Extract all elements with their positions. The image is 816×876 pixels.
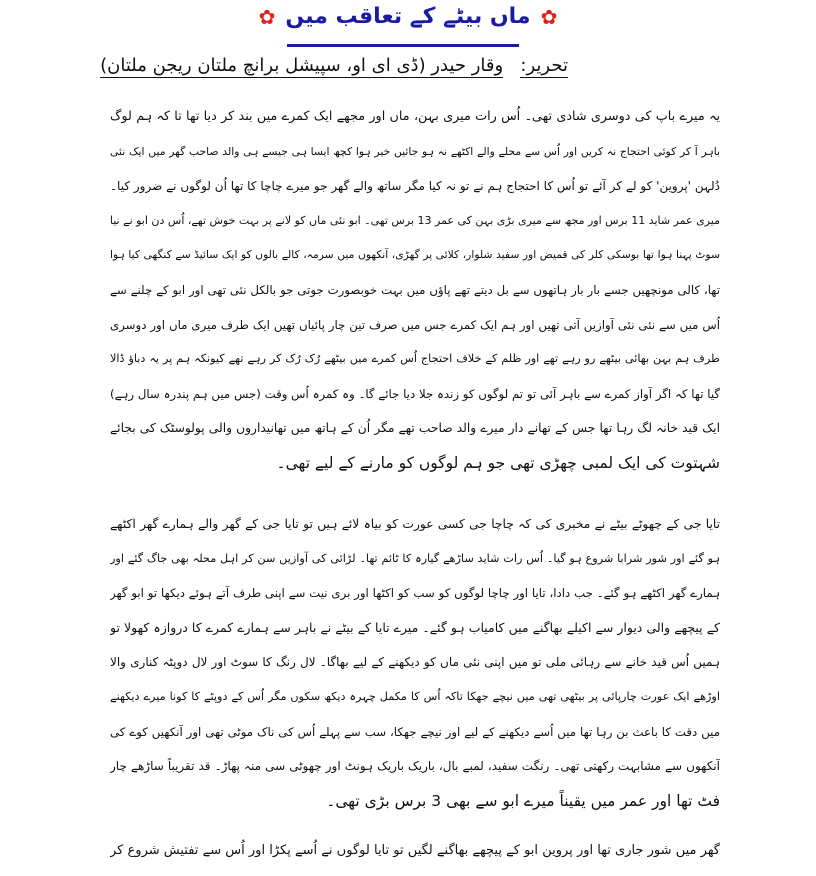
text-line: آنکھوں سے مشابہت رکھتی تھی۔ رنگت سفید، لمبے بال، باریک باریک ہونٹ اور چھوٹی سی منہ پھاڑ۔ قد تقریباً ساڑھے چار <box>110 759 720 774</box>
text-line: اُس میں سے نئی نئی آوازیں آتی تھیں اور ہم ایک کمرے جس میں صرف تین چار پائیاں تھیں ایک طرف میری ماں اور دوسری <box>110 317 720 332</box>
text-line: تھا، کالی مونچھیں جسے بار بار ہاتھوں سے بل دیتے تھے پاؤں میں بہت خوبصورت جوتی جو بالکل نئی تھی اور ابو کے چلنے سے <box>110 282 720 297</box>
text-line: ہو گئے اور شور شرابا شروع ہو گیا۔ اُس رات شاید ساڑھے گیارہ کا ٹائم تھا۔ لڑائی کی آوازیں سن کر اہل محلہ بھی جاگ گئے اور <box>110 551 720 565</box>
page-title-text: ماں بیٹے کے تعاقب میں <box>285 4 531 29</box>
text-line: طرف ہم بہن بھائی بیٹھے رو رہے تھے اور ظلم کے خلاف احتجاج اُس کمرے میں بیٹھے رُک رُک کر رہے تھے کیونکہ ہم پر یہ دباؤ ڈالا <box>110 352 720 366</box>
text-line: اوڑھے ایک عورت چارپائی پر بیٹھی تھی میں نیچے جھکا تاکہ اُس کا مکمل چہرہ دیکھ سکوں مگر اُس کے دوپٹے کا کونا میرے دیکھنے <box>110 689 720 703</box>
byline-detail: وقار حیدر (ڈی ای او، سپیشل برانچ ملتان ریجن ملتان) <box>100 55 504 76</box>
text-line: تایا جی کے چھوٹے بیٹے نے مخبری کی کہ چاچا جی کسی عورت کو بیاہ لائے ہیں تو تایا جی کے گھر والے ہمارے گھر اکٹھے <box>110 517 720 531</box>
text-line: ہمیں اُس قید خانے سے رہائی ملی تو میں اپنی نئی ماں کو دیکھنے کے لیے بھاگا۔ لال رنگ کا سوٹ اور لال دوپٹہ کناری والا <box>110 655 720 670</box>
text-line: یہ میرے باپ کی دوسری شادی تھی۔ اُس رات میری بہن، ماں اور مجھے ایک کمرے میں بند کر دیا تھا تا کہ ہم لوگ <box>110 109 720 124</box>
text-line: میں دقت کا باعث بن رہا تھا میں اُسے دیکھنے کے لیے اور نیچے جھکا، سب سے پہلے اُس کی ناک موٹی تھی اور آنکھیں کوے کی <box>110 724 720 739</box>
title-block <box>0 4 816 29</box>
paragraph-1 <box>110 100 720 481</box>
text-line: میری عمر شاید 11 برس اور مجھ سے میری بڑی بہن کی عمر 13 برس تھی۔ ابو نئی ماں کو لانے پر بہت خوش تھے، اُس دن ابو نے نیا <box>110 213 720 227</box>
page-title <box>259 4 558 29</box>
flower-ornament-icon: ✿ <box>258 4 276 29</box>
byline-label: تحریر: <box>520 55 568 76</box>
author-byline <box>100 55 568 76</box>
text-line: دُلہن 'پروین' کو لے کر آئے تو اُس کا احتجاج ہم نے تو نہ کیا مگر ساتھ والے گھر جو میرے چاچا کا تھا اُن لوگوں نے ضرور کیا۔ <box>110 179 720 194</box>
flower-ornament-icon: ✿ <box>540 4 558 29</box>
text-line: باہر آ کر کوئی احتجاج نہ کریں اور اُس سے محلے والے اکٹھے نہ ہو جائیں خیر ہوا کچھ ایسا ہی جیسے ہی والد صاحب گھر میں ایک نئی <box>110 144 720 158</box>
text-line: شہتوت کی ایک لمبی چھڑی تھی جو ہم لوگوں کو مارنے کے لیے تھی۔ <box>276 453 720 472</box>
text-line: ایک قید خانہ لگ رہا تھا جس کے تھانے دار میرے والد صاحب تھے مگر اُن کے ہاتھ میں تھانیداروں والی پولوسٹک کی بجائے <box>110 421 720 436</box>
text-line: فٹ تھا اور عمر میں یقیناً میرے ابو سے بھی 3 برس بڑی تھی۔ <box>326 791 720 810</box>
byline-space <box>509 55 515 76</box>
text-line: گھر میں شور جاری تھا اور پروین ابو کے پیچھے بھاگنے لگیں تو تایا لوگوں نے اُسے پکڑا اور اُس سے تفتیش شروع کر <box>110 843 720 858</box>
text-line: گیا تھا کہ اگر آواز کمرے سے باہر آئی تو تم لوگوں کو زندہ جلا دیا جائے گا۔ وہ کمرہ اُس وقت (جس میں ہم پندرہ سال رہے) <box>110 386 720 401</box>
paragraph-3 <box>110 834 720 869</box>
text-line: سوٹ پہنا ہوا تھا بوسکی کلر کی قمیض اور سفید شلوار، کلائی پر گھڑی، آنکھوں میں سرمہ، کالے بالوں کو ایک سائیڈ سے کنگھی کیا ہوا <box>110 248 720 262</box>
paragraph-2 <box>110 507 720 818</box>
title-underline <box>287 44 519 47</box>
text-line: ہمارے گھر اکٹھے ہو گئے۔ جب دادا، تایا اور چاچا لوگوں کو سب کو اکٹھا اور بری نیت سے اپنی طرف آتے ہوئے دیکھا تو ابو گھر <box>110 586 720 601</box>
text-line: کے پیچھے والی دیوار سے اکیلے بھاگنے میں کامیاب ہو گئے۔ میرے تایا کے بیٹے نے باہر سے ہمارے کمرے کا دروازہ کھولا تو <box>110 619 720 635</box>
